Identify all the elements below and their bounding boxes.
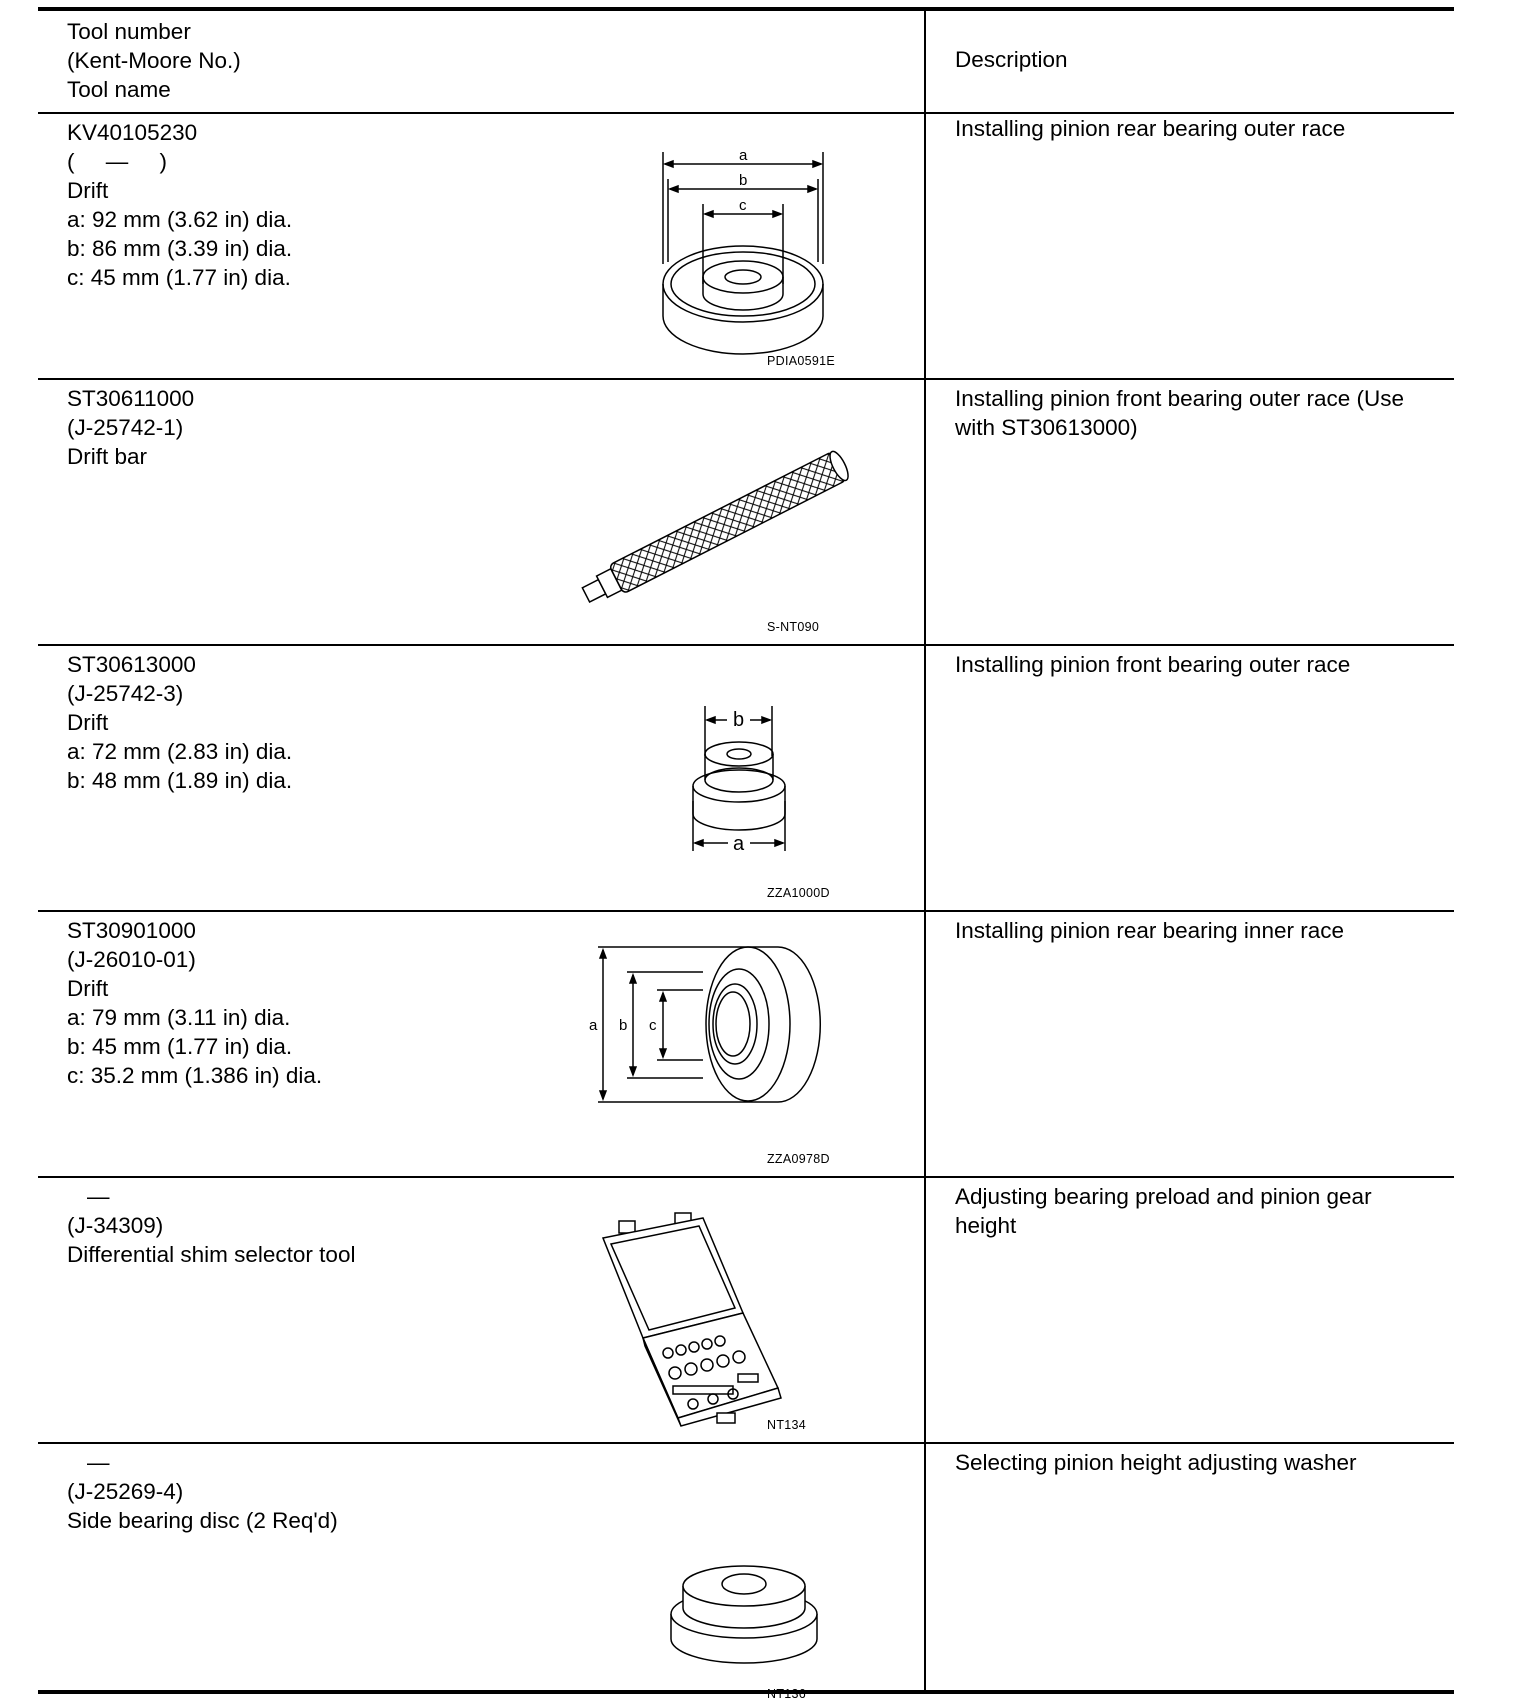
table-row bbox=[38, 114, 1454, 378]
kent-moore-number: (J-34309) bbox=[67, 1213, 164, 1238]
kent-moore-number: ( — ) bbox=[67, 149, 167, 174]
tool-name: Drift bar bbox=[67, 444, 148, 469]
figure-code: ZZA1000D bbox=[767, 886, 830, 900]
tool-description: Installing pinion front bearing outer race (Use with ST30613000) bbox=[955, 386, 1405, 440]
kent-moore-number: (J-25742-1) bbox=[67, 415, 184, 440]
drift-illustration bbox=[553, 144, 883, 374]
table-row bbox=[38, 912, 1454, 1176]
header-tool-number: Tool number bbox=[67, 19, 191, 44]
shim-selector-case-illustration bbox=[553, 1208, 883, 1438]
tool-info bbox=[67, 118, 292, 292]
tool-spec: c: 45 mm (1.77 in) dia. bbox=[67, 265, 291, 290]
drift-illustration bbox=[553, 676, 883, 906]
side-bearing-disc-illustration bbox=[553, 1474, 883, 1704]
figure-code: PDIA0591E bbox=[767, 354, 836, 368]
tool-info bbox=[67, 650, 292, 795]
kent-moore-number: (J-26010-01) bbox=[67, 947, 196, 972]
tool-name: Drift bbox=[67, 710, 109, 735]
drift-illustration bbox=[553, 942, 883, 1172]
dimension-label: a bbox=[733, 833, 745, 855]
dimension-label: c bbox=[739, 197, 747, 214]
header-kent-moore: (Kent-Moore No.) bbox=[67, 48, 241, 73]
figure-code: NT134 bbox=[767, 1418, 807, 1432]
tool-spec: a: 79 mm (3.11 in) dia. bbox=[67, 1005, 291, 1030]
tool-info bbox=[67, 916, 322, 1090]
header-description: Description bbox=[955, 47, 1068, 72]
dimension-label: b bbox=[619, 1017, 628, 1034]
tool-description: Installing pinion rear bearing inner race bbox=[955, 918, 1344, 943]
tool-spec: b: 48 mm (1.89 in) dia. bbox=[67, 768, 293, 793]
dimension-label: b bbox=[739, 172, 748, 189]
tool-number: ST30611000 bbox=[67, 386, 195, 411]
tool-number: ST30613000 bbox=[67, 652, 196, 677]
tool-info bbox=[67, 384, 194, 471]
dimension-label: b bbox=[733, 709, 745, 731]
tool-name: Differential shim selector tool bbox=[67, 1242, 356, 1267]
tool-description: Adjusting bearing preload and pinion gear height bbox=[955, 1184, 1372, 1238]
figure-code: NT136 bbox=[767, 1687, 807, 1701]
dimension-label: a bbox=[739, 147, 748, 164]
tool-spec: a: 92 mm (3.62 in) dia. bbox=[67, 207, 293, 232]
tool-info bbox=[67, 1448, 338, 1535]
table-row bbox=[38, 1178, 1454, 1442]
kent-moore-number: (J-25742-3) bbox=[67, 681, 184, 706]
table-row bbox=[38, 380, 1454, 644]
tool-description: Installing pinion front bearing outer race bbox=[955, 652, 1351, 677]
tool-spec: a: 72 mm (2.83 in) dia. bbox=[67, 739, 293, 764]
table-row bbox=[38, 646, 1454, 910]
tool-number: ST30901000 bbox=[67, 918, 196, 943]
tool-spec: c: 35.2 mm (1.386 in) dia. bbox=[67, 1063, 323, 1088]
dimension-label: a bbox=[589, 1017, 598, 1034]
tool-number: KV40105230 bbox=[67, 120, 198, 145]
header-tool-column bbox=[67, 17, 241, 104]
tool-name: Drift bbox=[67, 178, 109, 203]
table-row bbox=[38, 1444, 1454, 1708]
drift-bar-illustration bbox=[553, 410, 883, 640]
dimension-label: c bbox=[649, 1017, 657, 1034]
tool-info bbox=[67, 1182, 355, 1269]
tool-spec: b: 86 mm (3.39 in) dia. bbox=[67, 236, 293, 261]
tool-number: — bbox=[87, 1450, 110, 1475]
figure-code: S-NT090 bbox=[767, 620, 820, 634]
tool-name: Drift bbox=[67, 976, 109, 1001]
figure-code: ZZA0978D bbox=[767, 1152, 830, 1166]
header-tool-name: Tool name bbox=[67, 77, 171, 102]
special-tools-table bbox=[38, 7, 1454, 1701]
tool-spec: b: 45 mm (1.77 in) dia. bbox=[67, 1034, 293, 1059]
tool-description: Installing pinion rear bearing outer race bbox=[955, 116, 1346, 141]
kent-moore-number: (J-25269-4) bbox=[67, 1479, 184, 1504]
tool-number: — bbox=[87, 1184, 110, 1209]
tool-description: Selecting pinion height adjusting washer bbox=[955, 1450, 1357, 1475]
tool-name: Side bearing disc (2 Req'd) bbox=[67, 1508, 338, 1533]
